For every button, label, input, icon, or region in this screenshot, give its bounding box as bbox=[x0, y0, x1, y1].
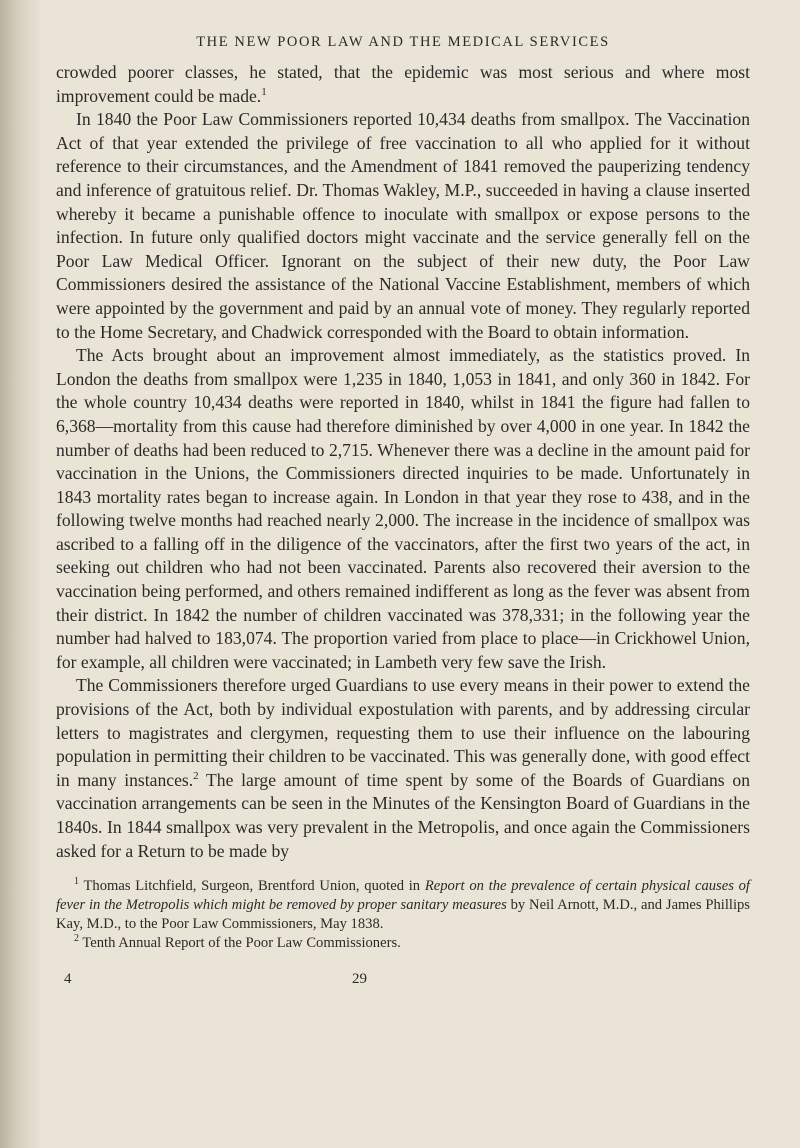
paragraph-text: The Commissioners therefore urged Guardians to use every means in their power to extend the provisions of the Act, both by individual expostulation with parents, and by addressing circular letters to magistrates and clergymen, requesting them to use their influence on the labouring population in permitting their children to be vaccinated. This was generally done, with good effect in many instances. bbox=[56, 675, 750, 790]
book-gutter-shadow bbox=[0, 0, 40, 1148]
footnote-report-title: Report on the prevalence of certain physical causes of fever in the Metropolis which might be removed by proper sanitary measures bbox=[56, 878, 750, 914]
paragraph-4 bbox=[56, 674, 750, 863]
footnotes bbox=[56, 877, 750, 953]
footnote-text: Tenth Annual Report of the Poor Law Commissioners. bbox=[82, 935, 401, 952]
paragraph-1 bbox=[56, 61, 750, 108]
footnote-marker: 2 bbox=[74, 933, 79, 945]
footnote-text: Thomas Litchfield, Surgeon, Brentford Union, quoted in bbox=[83, 878, 425, 895]
footnote-2 bbox=[56, 934, 750, 953]
footnote-1 bbox=[56, 877, 750, 934]
paragraph-text: crowded poorer classes, he stated, that the epidemic was most serious and where most improvement could be made. bbox=[56, 62, 750, 106]
body-text bbox=[56, 61, 750, 863]
paragraph-2: In 1840 the Poor Law Commissioners reported 10,434 deaths from smallpox. The Vaccination Act of that year extended the privilege of free vaccination to all who applied for it without reference to their circumstances, and the Amendment of 1841 removed the pauperizing tendency and inference of gratuitous relief. Dr. Thomas Wakley, M.P., succeeded in having a clause inserted whereby it became a punishable offence to inoculate with smallpox or expose persons to the infection. In future only qualified doctors might vaccinate and the service generally fell on the Poor Law Medical Officer. Ignorant on the subject of their new duty, the Poor Law Commissioners desired the assistance of the National Vaccine Establishment, members of which were appointed by the government and paid by an annual vote of money. They regularly reported to the Home Secretary, and Chadwick corresponded with the Board to obtain information. bbox=[56, 109, 750, 342]
book-page bbox=[56, 34, 750, 995]
page-number: 29 bbox=[352, 971, 367, 988]
footnote-marker: 1 bbox=[74, 876, 79, 888]
footnote-ref-1: 1 bbox=[261, 85, 267, 98]
running-head: THE NEW POOR LAW AND THE MEDICAL SERVICES bbox=[196, 34, 610, 50]
footnote-text-continued: by Neil Arnott, M.D., and James Phillips Kay, M.D., to the Poor Law Commissioners, May 1838. bbox=[56, 897, 750, 933]
page-footer bbox=[56, 971, 750, 995]
footnote-ref-2: 2 bbox=[193, 769, 199, 782]
signature-mark: 4 bbox=[64, 971, 72, 988]
paragraph-text-continued: The large amount of time spent by some of the Boards of Guardians on vaccination arrangements can be seen in the Minutes of the Kensington Board of Guardians in the 1840s. In 1844 smallpox was very prevalent in the Metropolis, and once again the Commissioners asked for a Return to be made by bbox=[56, 769, 750, 861]
paragraph-3: The Acts brought about an improvement almost immediately, as the statistics proved. In London the deaths from smallpox were 1,235 in 1840, 1,053 in 1841, and only 360 in 1842. For the whole country 10,434 deaths were reported in 1840, whilst in 1841 the figure had fallen to 6,368—mortality from this cause had therefore diminished by over 4,000 in one year. In 1842 the number of deaths had been reduced to 2,715. Whenever there was a decline in the amount paid for vaccination in the Unions, the Commissioners directed inquiries to be made. Unfortunately in 1843 mortality rates began to increase again. In London in that year they rose to 438, and in the following twelve months had reached nearly 2,000. The increase in the incidence of smallpox was ascribed to a falling off in the diligence of the vaccinators, after the first two years of the act, in seeking out children who had not been vaccinated. Parents also recovered their aversion to the vaccination being performed, and others remained indifferent as long as the fever was absent from their district. In 1842 the number of children vaccinated was 378,331; in the following year the number had halved to 183,074. The proportion varied from place to place—in Crickhowel Union, for example, all children were vaccinated; in Lambeth very few save the Irish. bbox=[56, 345, 750, 672]
